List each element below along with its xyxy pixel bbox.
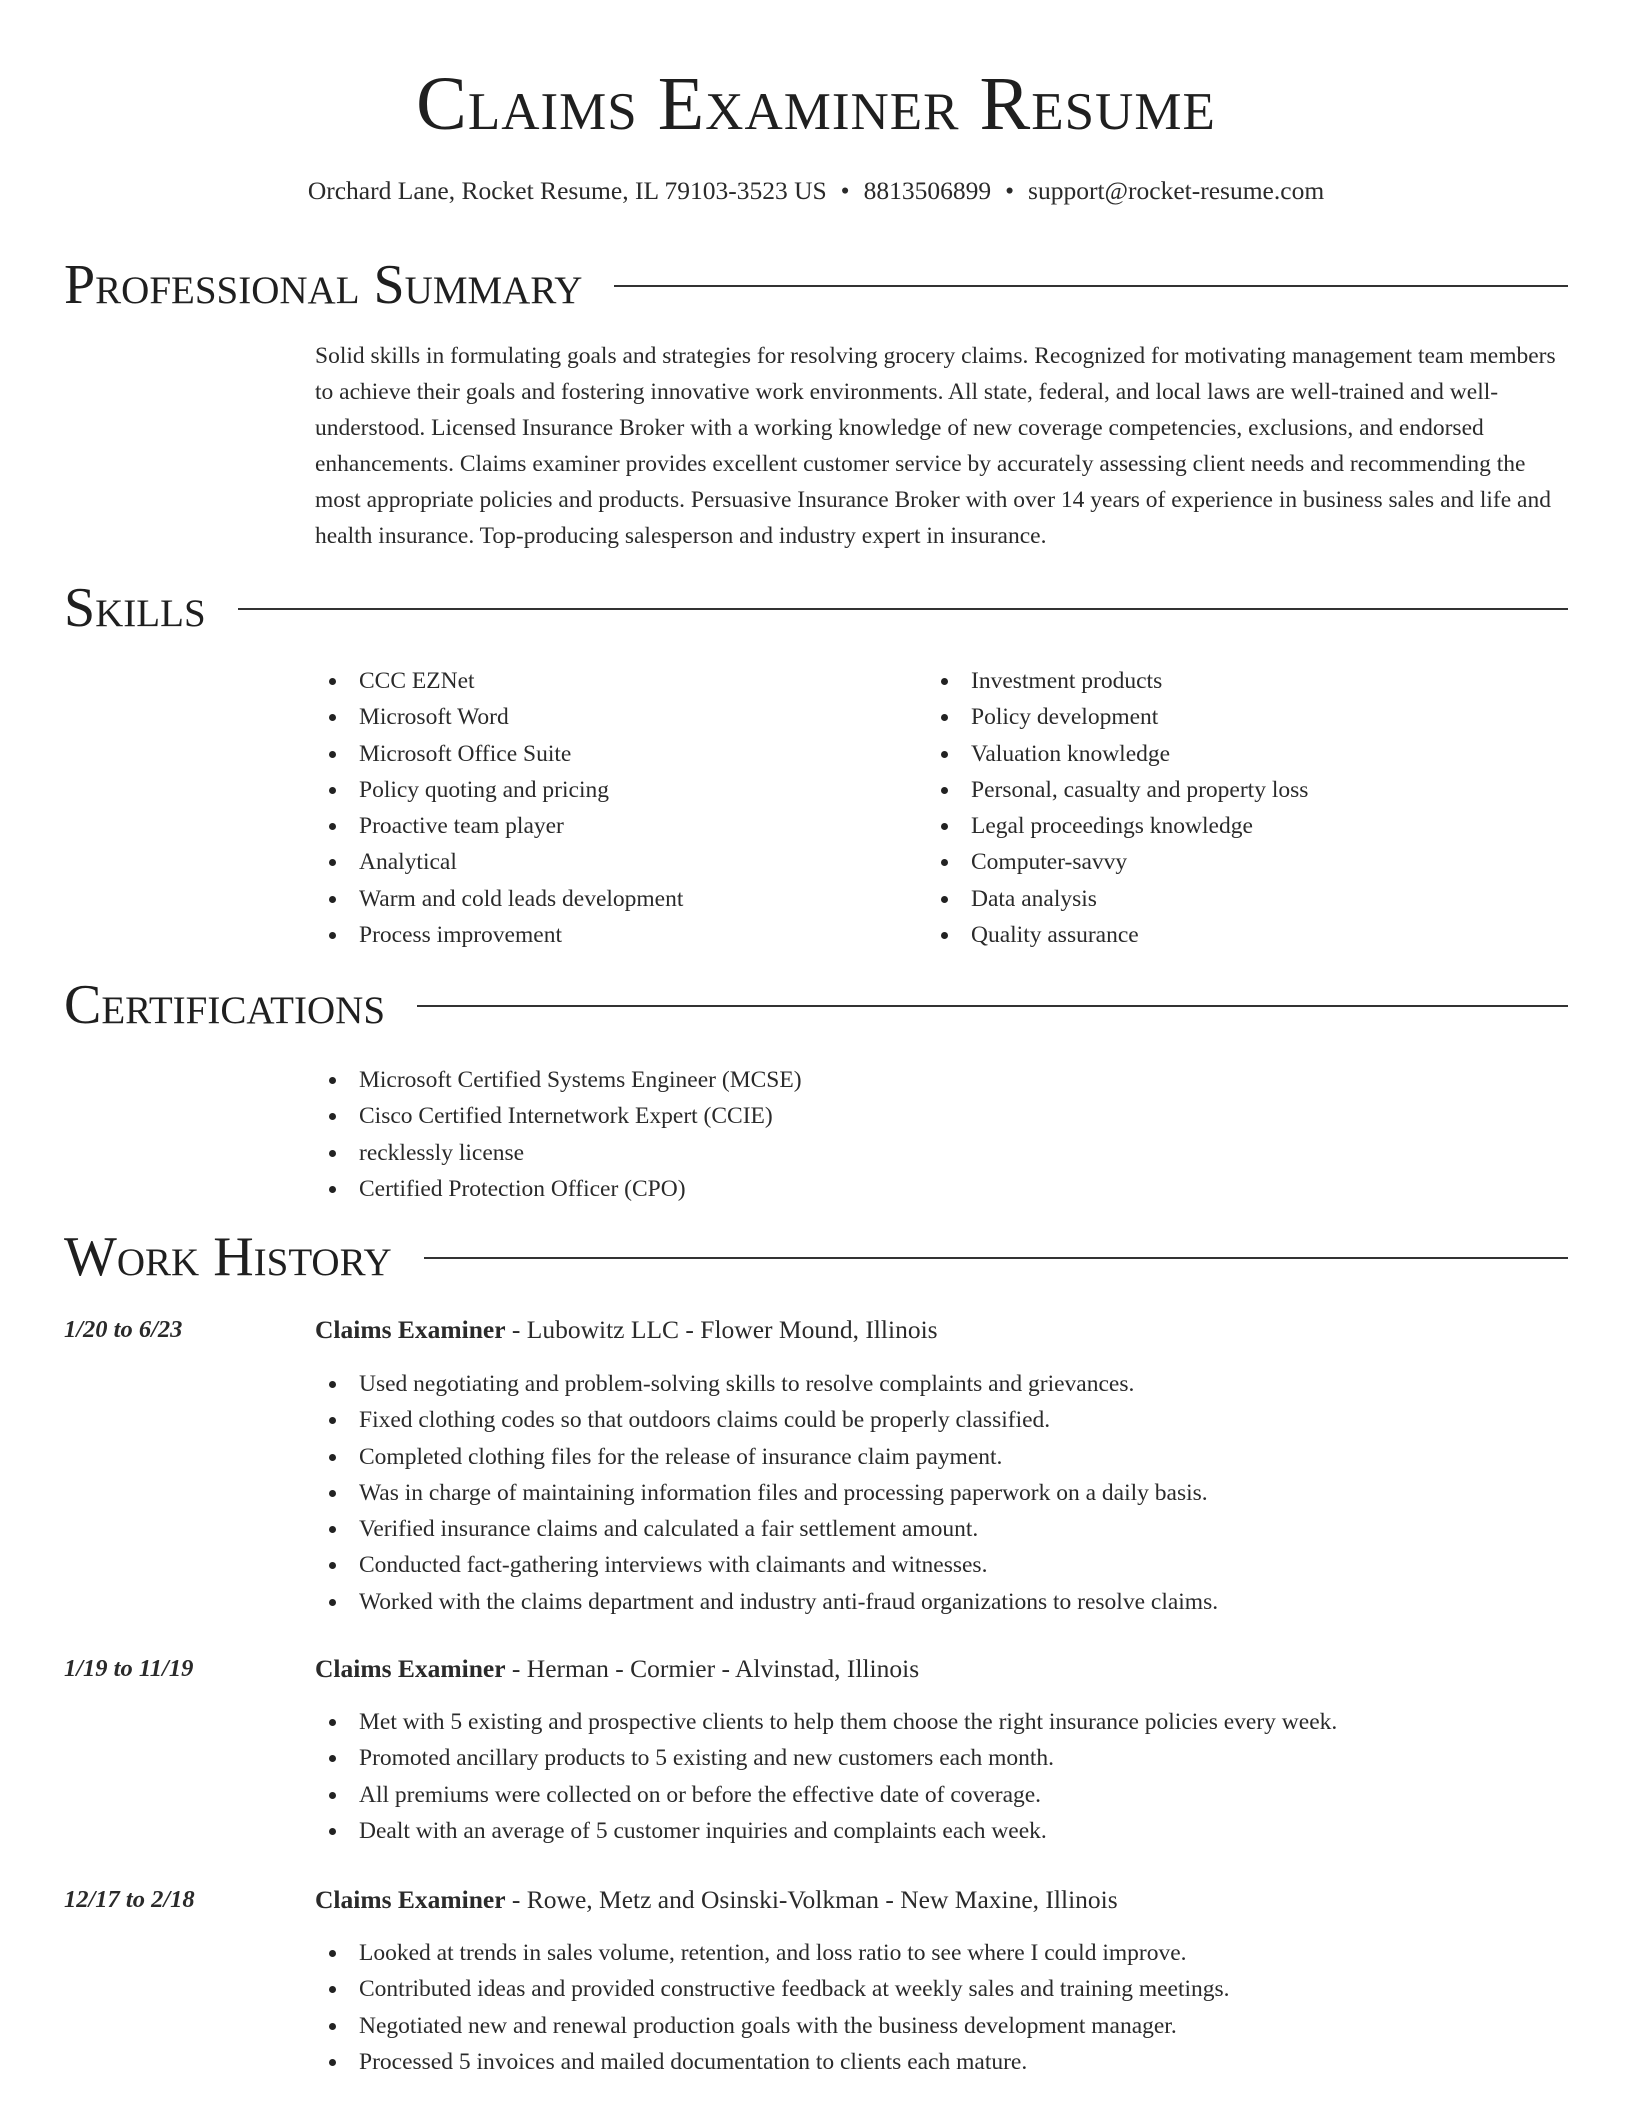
contact-separator: • — [840, 176, 850, 205]
job-bullets-wrapper — [315, 1704, 1337, 1849]
job-dates: 1/19 to 11/19 — [64, 1655, 194, 1682]
job-bullet: Met with 5 existing and prospective clients to help them choose the right insurance policies every week. — [315, 1704, 1337, 1740]
summary-section-header — [64, 253, 1568, 317]
contact-separator: • — [1005, 176, 1015, 205]
skill-item: Computer-savvy — [927, 844, 1308, 880]
skill-item: CCC EZNet — [315, 663, 683, 699]
contact-line — [0, 173, 1632, 209]
resume-title: Claims Examiner Resume — [416, 62, 1216, 146]
contact-email: support@rocket-resume.com — [1028, 176, 1325, 205]
skill-item: Warm and cold leads development — [315, 881, 683, 917]
job-dates: 12/17 to 2/18 — [64, 1886, 195, 1913]
skills-left-column — [315, 663, 683, 953]
job-dates: 1/20 to 6/23 — [64, 1316, 183, 1343]
skills-right-list — [927, 663, 1308, 953]
job-bullets — [315, 1366, 1218, 1620]
skill-item: Policy quoting and pricing — [315, 772, 683, 808]
job-bullet: Fixed clothing codes so that outdoors claims could be properly classified. — [315, 1402, 1218, 1438]
certification-item: Certified Protection Officer (CPO) — [315, 1171, 802, 1207]
work-history-section-header — [64, 1225, 1568, 1289]
skill-item: Data analysis — [927, 881, 1308, 917]
job-bullet: Completed clothing files for the release of insurance claim payment. — [315, 1439, 1218, 1475]
skill-item: Personal, casualty and property loss — [927, 772, 1308, 808]
job-bullets-wrapper — [315, 1935, 1230, 2080]
job-bullet: All premiums were collected on or before the effective date of coverage. — [315, 1777, 1337, 1813]
job-bullet: Worked with the claims department and industry anti-fraud organizations to resolve claims. — [315, 1584, 1218, 1620]
skill-item: Microsoft Office Suite — [315, 736, 683, 772]
skill-item: Proactive team player — [315, 808, 683, 844]
skill-item: Microsoft Word — [315, 699, 683, 735]
skill-item: Process improvement — [315, 917, 683, 953]
skills-right-column — [927, 663, 1308, 953]
skill-item: Analytical — [315, 844, 683, 880]
certifications-section-header — [64, 973, 1568, 1037]
certifications-list-wrapper — [315, 1062, 802, 1207]
job-title-line — [315, 1882, 1118, 1918]
certifications-heading: Certifications — [64, 974, 386, 1036]
job-bullet: Verified insurance claims and calculated a fair settlement amount. — [315, 1511, 1218, 1547]
job-bullet: Promoted ancillary products to 5 existing and new customers each month. — [315, 1740, 1337, 1776]
skill-item: Valuation knowledge — [927, 736, 1308, 772]
job-bullets — [315, 1704, 1337, 1849]
job-bullet: Dealt with an average of 5 customer inquiries and complaints each week. — [315, 1813, 1337, 1849]
job-employer-location: - Lubowitz LLC - Flower Mound, Illinois — [505, 1315, 938, 1344]
job-bullet: Processed 5 invoices and mailed documentation to clients each mature. — [315, 2044, 1230, 2080]
certifications-list — [315, 1062, 802, 1207]
skills-left-list — [315, 663, 683, 953]
skills-heading: Skills — [64, 577, 206, 639]
job-bullet: Was in charge of maintaining information files and processing paperwork on a daily basis. — [315, 1475, 1218, 1511]
certification-item: Cisco Certified Internetwork Expert (CCIE) — [315, 1098, 802, 1134]
job-bullet: Negotiated new and renewal production goals with the business development manager. — [315, 2008, 1230, 2044]
skill-item: Policy development — [927, 699, 1308, 735]
skill-item: Legal proceedings knowledge — [927, 808, 1308, 844]
job-title-line — [315, 1312, 938, 1348]
job-bullet: Contributed ideas and provided constructive feedback at weekly sales and training meetings. — [315, 1971, 1230, 2007]
summary-text: Solid skills in formulating goals and strategies for resolving grocery claims. Recognized for motivating management team members to achieve their goals and fostering innovative work environments. All state, federal, and local laws are well-trained and well-understood. Licensed Insurance Broker with a working knowledge of new coverage competencies, exclusions, and endorsed enhancements. Claims examiner provides excellent customer service by accurately assessing client needs and recommending the most appropriate policies and products. Persuasive Insurance Broker with over 14 years of experience in business sales and life and health insurance. Top-producing salesperson and industry expert in insurance. — [315, 343, 1556, 549]
job-employer-location: - Rowe, Metz and Osinski-Volkman - New Maxine, Illinois — [505, 1885, 1118, 1914]
job-role: Claims Examiner — [315, 1885, 506, 1914]
section-divider — [424, 1257, 1568, 1259]
job-role: Claims Examiner — [315, 1654, 506, 1683]
contact-phone: 8813506899 — [863, 176, 992, 205]
section-divider — [238, 608, 1568, 610]
certification-item: recklessly license — [315, 1135, 802, 1171]
work-history-heading: Work History — [64, 1226, 392, 1288]
job-bullet: Looked at trends in sales volume, retention, and loss ratio to see where I could improve. — [315, 1935, 1230, 1971]
skills-section-header — [64, 576, 1568, 640]
skill-item: Investment products — [927, 663, 1308, 699]
contact-address: Orchard Lane, Rocket Resume, IL 79103-3523 US — [307, 176, 827, 205]
job-bullet: Conducted fact-gathering interviews with claimants and witnesses. — [315, 1547, 1218, 1583]
job-bullets — [315, 1935, 1230, 2080]
job-title-line — [315, 1651, 919, 1687]
section-divider — [417, 1005, 1568, 1007]
job-bullet: Used negotiating and problem-solving skills to resolve complaints and grievances. — [315, 1366, 1218, 1402]
certification-item: Microsoft Certified Systems Engineer (MCSE) — [315, 1062, 802, 1098]
section-divider — [614, 285, 1568, 287]
job-bullets-wrapper — [315, 1366, 1218, 1620]
job-role: Claims Examiner — [315, 1315, 506, 1344]
job-employer-location: - Herman - Cormier - Alvinstad, Illinois — [505, 1654, 920, 1683]
skill-item: Quality assurance — [927, 917, 1308, 953]
summary-heading: Professional Summary — [64, 254, 583, 316]
